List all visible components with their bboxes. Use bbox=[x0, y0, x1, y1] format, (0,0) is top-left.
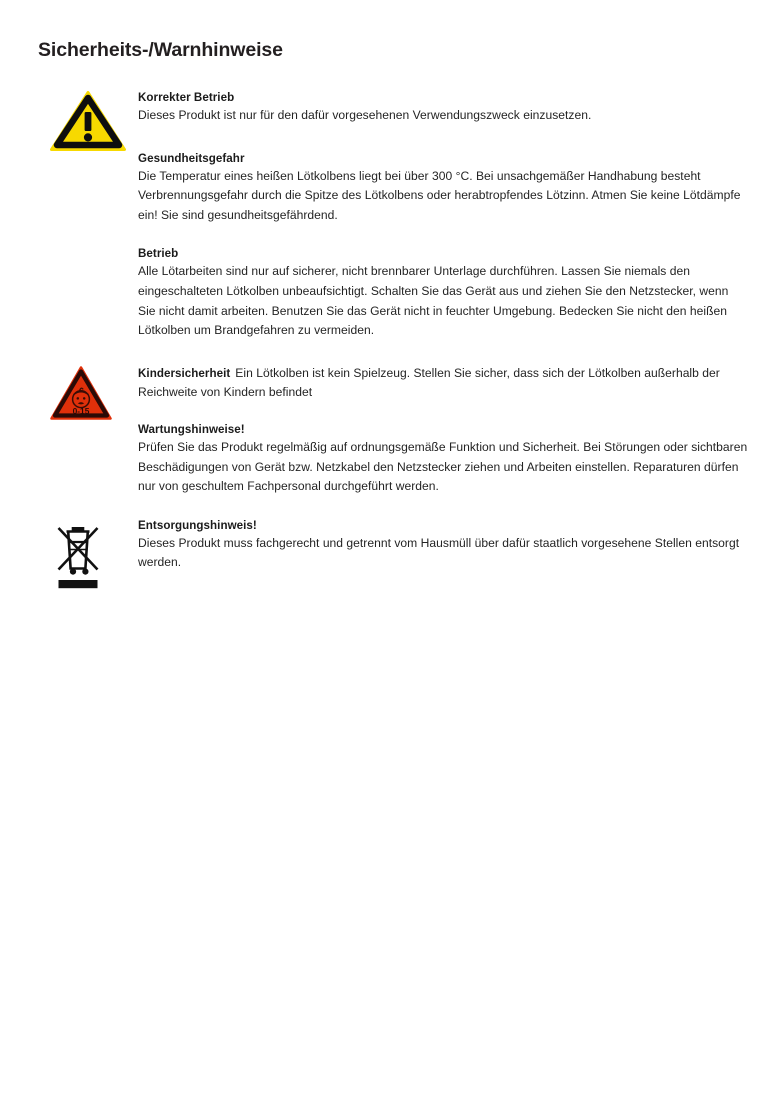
section-heading: Korrekter Betrieb bbox=[138, 91, 235, 104]
child-age-label: 0-15 bbox=[72, 405, 90, 416]
section-text: Alle Lötarbeiten sind nur auf sicherer, nicht brennbarer Unterlage durchführen. Lassen Sie niemals den eingeschalteten Lötkolben unbeaufsichtigt. Schalten Sie das Gerät aus und ziehen Sie den Netzstecker, wenn Sie nicht damit arbeiten. Benutzen Sie das Gerät nicht in feuchter Umgebung. Bedecken Sie nicht den heißen Lötkolben um Brandgefahren zu vermeiden. bbox=[138, 264, 729, 338]
section-heading: Gesundheitsgefahr bbox=[138, 151, 245, 165]
section-text-block bbox=[138, 364, 749, 403]
section-wartungshinweise bbox=[0, 422, 777, 497]
section-text-block bbox=[138, 422, 749, 497]
spacer bbox=[0, 403, 777, 422]
section-entsorgungshinweis bbox=[0, 518, 777, 573]
section-gesundheitsgefahr bbox=[0, 151, 777, 226]
section-heading: Wartungshinweise! bbox=[138, 422, 245, 436]
section-text: Dieses Produkt ist nur für den dafür vorgesehenen Verwendungszweck einzusetzen. bbox=[138, 108, 592, 122]
page-title: Sicherheits-/Warnhinweise bbox=[38, 39, 283, 61]
section-text: Prüfen Sie das Produkt regelmäßig auf ordnungsgemäße Funktion und Sicherheit. Bei Störungen oder sichtbaren Beschädigungen von Gerät bzw. Netzkabel den Netzstecker ziehen und Arbeiten einstellen. Reparaturen dürfen nur von geschultem Fachpersonal durchgeführt werden. bbox=[138, 439, 748, 494]
spacer bbox=[0, 225, 777, 246]
section-text: Ein Lötkolben ist kein Spielzeug. Stellen Sie sicher, dass sich der Lötkolben außerhalb der Reichweite von Kindern befindet bbox=[138, 365, 720, 400]
safety-notices-list bbox=[0, 90, 777, 573]
section-korrekter-betrieb bbox=[0, 90, 777, 126]
section-text: Dieses Produkt muss fachgerecht und getrennt vom Hausmüll über dafür staatlich vorgesehene Stellen entsorgt werden. bbox=[138, 535, 740, 570]
section-kindersicherheit bbox=[0, 364, 777, 416]
weee-crossed-bin-icon bbox=[52, 519, 104, 589]
spacer bbox=[0, 341, 777, 364]
section-betrieb bbox=[0, 246, 777, 340]
section-text-block bbox=[138, 518, 749, 573]
section-text-block bbox=[138, 151, 749, 226]
section-text-block bbox=[138, 90, 749, 126]
section-heading: Betrieb bbox=[138, 247, 179, 261]
section-heading: Entsorgungshinweis! bbox=[138, 518, 257, 532]
spacer bbox=[0, 497, 777, 518]
section-text: Die Temperatur eines heißen Lötkolbens liegt bei über 300 °C. Bei unsachgemäßer Handhabung besteht Verbrennungsgefahr durch die Spitze des Lötkolbens oder herabtropfendes Lötzinn. Atmen Sie keine Lötdämpfe ein! Sie sind gesundheitsgefährdend. bbox=[138, 168, 741, 222]
warning-triangle-icon bbox=[50, 91, 126, 151]
child-safety-triangle-icon bbox=[50, 366, 112, 420]
section-heading: Kindersicherheit bbox=[138, 366, 231, 380]
section-text-block bbox=[138, 246, 749, 340]
